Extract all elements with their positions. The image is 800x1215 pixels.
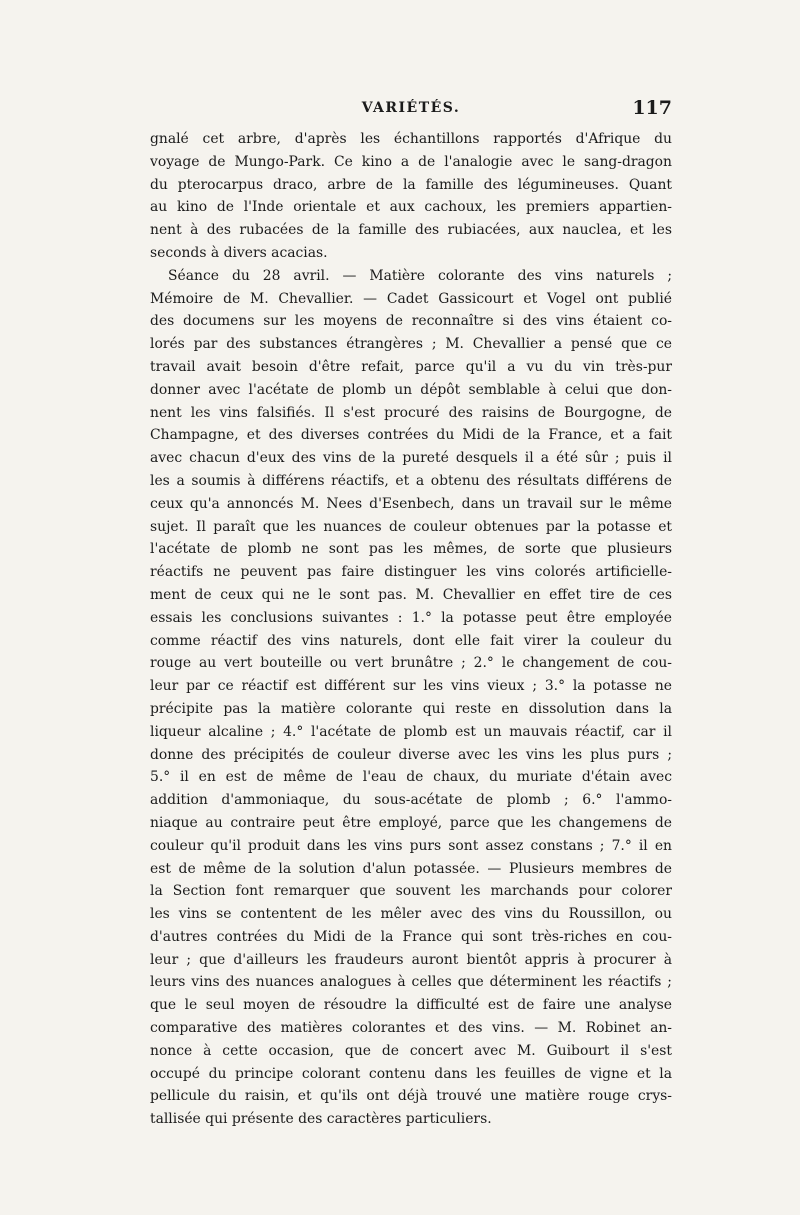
text-line: du pterocarpus draco, arbre de la famille des légumineuses. Quant bbox=[150, 176, 672, 193]
text-line: lorés par des substances étrangères ; M. Chevallier a pensé que ce bbox=[150, 336, 672, 353]
text-line: au kino de l'Inde orientale et aux cachoux, les premiers appartien- bbox=[150, 199, 672, 216]
text-line: leurs vins des nuances analogues à celles que déterminent les réactifs ; bbox=[150, 974, 672, 991]
text-line: que le seul moyen de résoudre la difficulté est de faire une analyse bbox=[150, 997, 672, 1014]
running-head: VARIÉTÉS. bbox=[361, 100, 461, 116]
text-line: rouge au vert bouteille ou vert brunâtre ; 2.° le changement de cou- bbox=[150, 655, 672, 672]
text-line: nent à des rubacées de la famille des rubiacées, aux nauclea, et les bbox=[150, 222, 672, 239]
text-line: nent les vins falsifiés. Il s'est procuré des raisins de Bourgogne, de bbox=[150, 404, 672, 421]
text-line: comme réactif des vins naturels, dont elle fait virer la couleur du bbox=[150, 632, 672, 649]
text-line: Champagne, et des diverses contrées du Midi de la France, et a fait bbox=[150, 427, 672, 444]
body-text bbox=[150, 128, 672, 1131]
text-line: la Section font remarquer que souvent les marchands pour colorer bbox=[150, 883, 672, 900]
text-line: avec chacun d'eux des vins de la pureté desquels il a été sûr ; puis il bbox=[150, 450, 672, 467]
text-line: tallisée qui présente des caractères particuliers. bbox=[150, 1111, 492, 1128]
text-line: travail avait besoin d'être refait, parce qu'il a vu du vin très-pur bbox=[150, 358, 672, 375]
text-line: seconds à divers acacias. bbox=[150, 244, 328, 261]
text-line: nonce à cette occasion, que de concert avec M. Guibourt il s'est bbox=[150, 1042, 672, 1059]
page-header bbox=[150, 97, 672, 126]
text-line: essais les conclusions suivantes : 1.° la potasse peut être employée bbox=[150, 609, 672, 626]
text-line: niaque au contraire peut être employé, parce que les changemens de bbox=[150, 814, 672, 831]
text-line: les a soumis à différens réactifs, et a obtenu des résultats différens de bbox=[150, 472, 672, 489]
text-line: occupé du principe colorant contenu dans les feuilles de vigne et la bbox=[150, 1065, 672, 1082]
text-line: pellicule du raisin, et qu'ils ont déjà trouvé une matière rouge crys- bbox=[150, 1088, 672, 1105]
text-line: voyage de Mungo-Park. Ce kino a de l'analogie avec le sang-dragon bbox=[150, 153, 672, 170]
text-line: d'autres contrées du Midi de la France qui sont très-riches en cou- bbox=[150, 928, 672, 945]
text-line: ceux qu'a annoncés M. Nees d'Esenbech, dans un travail sur le même bbox=[150, 495, 672, 512]
text-line: 5.° il en est de même de l'eau de chaux, du muriate d'étain avec bbox=[150, 769, 672, 786]
text-line: sujet. Il paraît que les nuances de couleur obtenues par la potasse et bbox=[150, 518, 672, 535]
text-line: addition d'ammoniaque, du sous-acétate de plomb ; 6.° l'ammo- bbox=[150, 792, 672, 809]
text-line: donner avec l'acétate de plomb un dépôt semblable à celui que don- bbox=[150, 381, 672, 398]
page-number: 117 bbox=[632, 97, 672, 119]
text-line: précipite pas la matière colorante qui reste en dissolution dans la bbox=[150, 700, 672, 717]
text-line: l'acétate de plomb ne sont pas les mêmes, de sorte que plusieurs bbox=[150, 541, 672, 558]
text-line: est de même de la solution d'alun potassée. — Plusieurs membres de bbox=[150, 860, 672, 877]
text-line: donne des précipités de couleur diverse avec les vins les plus purs ; bbox=[150, 746, 672, 763]
text-line: des documens sur les moyens de reconnaître si des vins étaient co- bbox=[150, 313, 672, 330]
text-line: ment de ceux qui ne le sont pas. M. Chevallier en effet tire de ces bbox=[150, 586, 672, 603]
text-line: leur par ce réactif est différent sur les vins vieux ; 3.° la potasse ne bbox=[150, 678, 672, 695]
text-line: Mémoire de M. Chevallier. — Cadet Gassicourt et Vogel ont publié bbox=[150, 290, 672, 307]
text-line: réactifs ne peuvent pas faire distinguer les vins colorés artificielle- bbox=[150, 564, 672, 581]
text-line: gnalé cet arbre, d'après les échantillons rapportés d'Afrique du bbox=[150, 131, 672, 147]
text-line: liqueur alcaline ; 4.° l'acétate de plomb est un mauvais réactif, car il bbox=[150, 723, 672, 740]
text-line: leur ; que d'ailleurs les fraudeurs auront bientôt appris à procurer à bbox=[150, 951, 672, 968]
text-line: les vins se contentent de les mêler avec des vins du Roussillon, ou bbox=[150, 906, 672, 923]
text-line: Séance du 28 avril. — Matière colorante des vins naturels ; bbox=[168, 267, 672, 284]
text-line: couleur qu'il produit dans les vins purs sont assez constans ; 7.° il en bbox=[150, 837, 672, 854]
text-line: comparative des matières colorantes et des vins. — M. Robinet an- bbox=[150, 1020, 672, 1037]
